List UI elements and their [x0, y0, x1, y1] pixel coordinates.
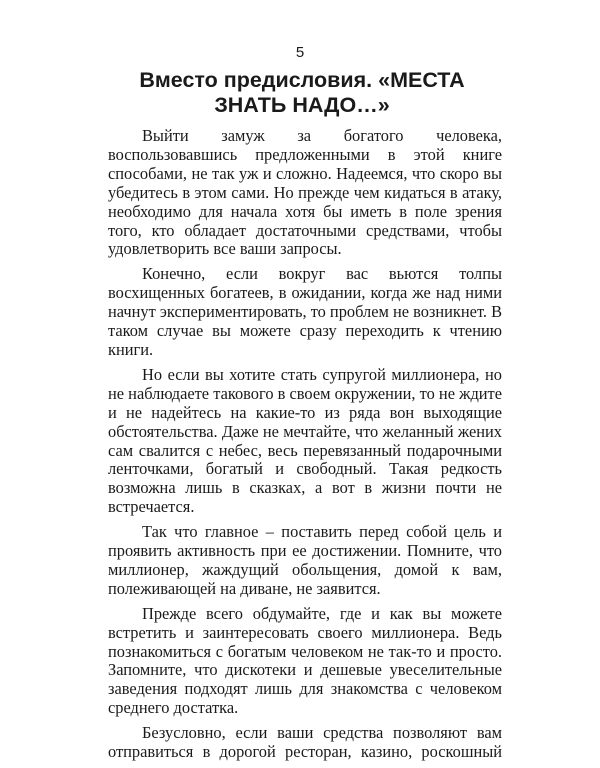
paragraph: Выйти замуж за богатого человека, воспользовавшись предложенными в этой книге способами, не так уж и сложно. Надеемся, что скоро вы убедитесь в этом сами. Но прежде чем кидаться в атаку, необходимо для начала хотя бы иметь в поле зрения того, кто обладает достаточными средствами, чтобы удовлетворить все ваши запросы. [108, 126, 502, 259]
paragraph: Прежде всего обдумайте, где и как вы можете встретить и заинтересовать своего миллионера. Ведь познакомиться с богатым человеком не так-то и просто. Запомните, что дискотеки и дешевые увеселительные заведения подходят лишь для знакомства с человеком среднего достатка. [108, 603, 502, 718]
body-text [108, 127, 502, 768]
paragraph: Так что главное – поставить перед собой цель и проявить активность при ее достижении. Помните, что миллионер, жаждущий обольщения, домой к вам, полеживающей на диване, не заявится. [108, 522, 502, 598]
paragraph: Конечно, если вокруг вас вьются толпы восхищенных богатеев, в ожидании, когда же над ними начнут экспериментировать, то проблем не возникнет. В таком случае вы можете сразу переходить к чтению книги. [108, 264, 502, 359]
paragraph: Безусловно, если ваши средства позволяют вам отправиться в дорогой ресторан, казино, роскошный [108, 723, 502, 762]
paragraph: Но если вы хотите стать супругой миллионера, но не наблюдаете такового в своем окружении, то не ждите и не надейтесь на какие-то из ряда вон выходящие обстоятельства. Даже не мечтайте, что желанный жених сам свалится с небес, весь перевязанный подарочными ленточками, богатый и свободный. Такая редкость возможна лишь в сказках, а вот в жизни почти не встречается. [108, 364, 502, 517]
page-number: 5 [295, 44, 305, 61]
chapter-title: Вместо предисловия. «МЕСТА ЗНАТЬ НАДО…» [139, 68, 465, 117]
